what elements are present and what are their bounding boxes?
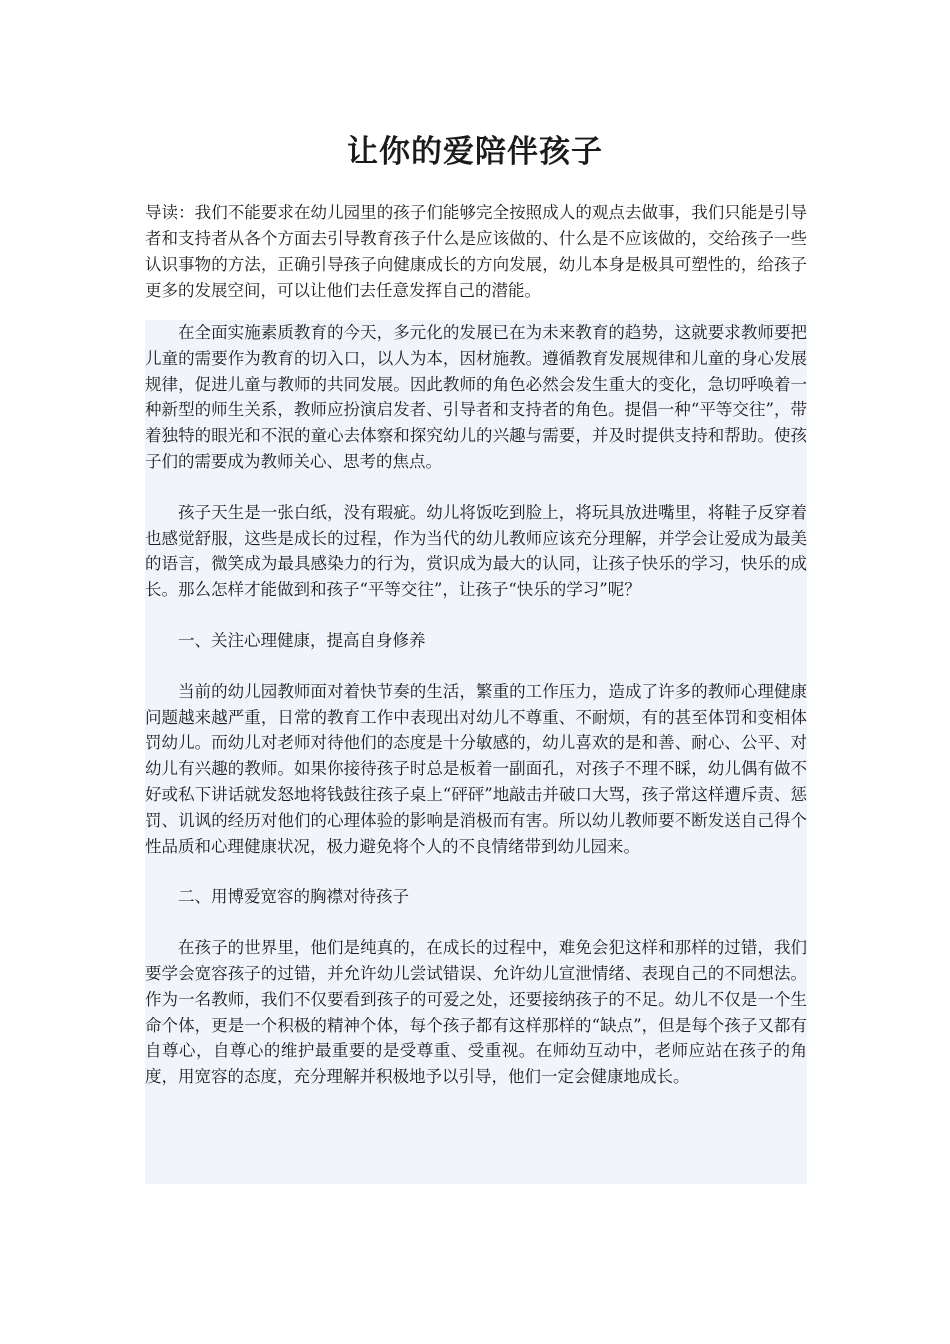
document-title: 让你的爱陪伴孩子	[347, 134, 603, 170]
body-paragraph-2: 孩子天生是一张白纸，没有瑕疵。幼儿将饭吃到脸上，将玩具放进嘴里，将鞋子反穿着也感觉舒服，这些是成长的过程，作为当代的幼儿教师应该充分理解，并学会让爱成为最美的语言，微笑成为最具感染力的行为，赏识成为最大的认同，让孩子快乐的学习，快乐的成长。那么怎样才能做到和孩子“平等交往”，让孩子“快乐的学习”呢？	[145, 502, 807, 600]
intro-paragraph: 导读：我们不能要求在幼儿园里的孩子们能够完全按照成人的观点去做事，我们只能是引导者和支持者从各个方面去引导教育孩子什么是应该做的、什么是不应该做的，交给孩子一些认识事物的方法，正确引导孩子向健康成长的方向发展，幼儿本身是极具可塑性的，给孩子更多的发展空间，可以让他们去任意发挥自己的潜能。	[145, 203, 807, 300]
body-paragraph-4: 在孩子的世界里，他们是纯真的，在成长的过程中，难免会犯这样和那样的过错，我们要学会宽容孩子的过错，并允许幼儿尝试错误、允许幼儿宣泄情绪、表现自己的不同想法。作为一名教师，我们不仅要看到孩子的可爱之处，还要接纳孩子的不足。幼儿不仅是一个生命个体，更是一个积极的精神个体，每个孩子都有这样那样的“缺点”，但是每个孩子又都有自尊心，自尊心的维护最重要的是受尊重、受重视。在师幼互动中，老师应站在孩子的角度，用宽容的态度，充分理解并积极地予以引导，他们一定会健康地成长。	[145, 938, 807, 1087]
section-heading-1: 一、关注心理健康，提高自身修养	[178, 630, 426, 650]
body-paragraph-1: 在全面实施素质教育的今天，多元化的发展已在为未来教育的趋势，这就要求教师要把儿童的需要作为教育的切入口，以人为本，因材施教。遵循教育发展规律和儿童的身心发展规律，促进儿童与教师的共同发展。因此教师的角色必然会发生重大的变化，急切呼唤着一种新型的师生关系，教师应扮演启发者、引导者和支持者的角色。提倡一种“平等交往”，带着独特的眼光和不泯的童心去体察和探究幼儿的兴趣与需要，并及时提供支持和帮助。使孩子们的需要成为教师关心、思考的焦点。	[145, 323, 807, 471]
section-heading-2: 二、用博爱宽容的胸襟对待孩子	[178, 887, 409, 907]
body-paragraph-3: 当前的幼儿园教师面对着快节奏的生活，繁重的工作压力，造成了许多的教师心理健康问题越来越严重，日常的教育工作中表现出对幼儿不尊重、不耐烦，有的甚至体罚和变相体罚幼儿。而幼儿对老师对待他们的态度是十分敏感的，幼儿喜欢的是和善、耐心、公平、对幼儿有兴趣的教师。如果你接待孩子时总是板着一副面孔，对孩子不理不睬，幼儿偶有做不好或私下讲话就发怒地将钱鼓往孩子桌上“砰砰”地敲击并破口大骂，孩子常这样遭斥责、惩罚、讥讽的经历对他们的心理体验的影响是消极而有害。所以幼儿教师要不断发送自己得个性品质和心理健康状况，极力避免将个人的不良情绪带到幼儿园来。	[145, 681, 807, 856]
document-body	[145, 320, 807, 1184]
